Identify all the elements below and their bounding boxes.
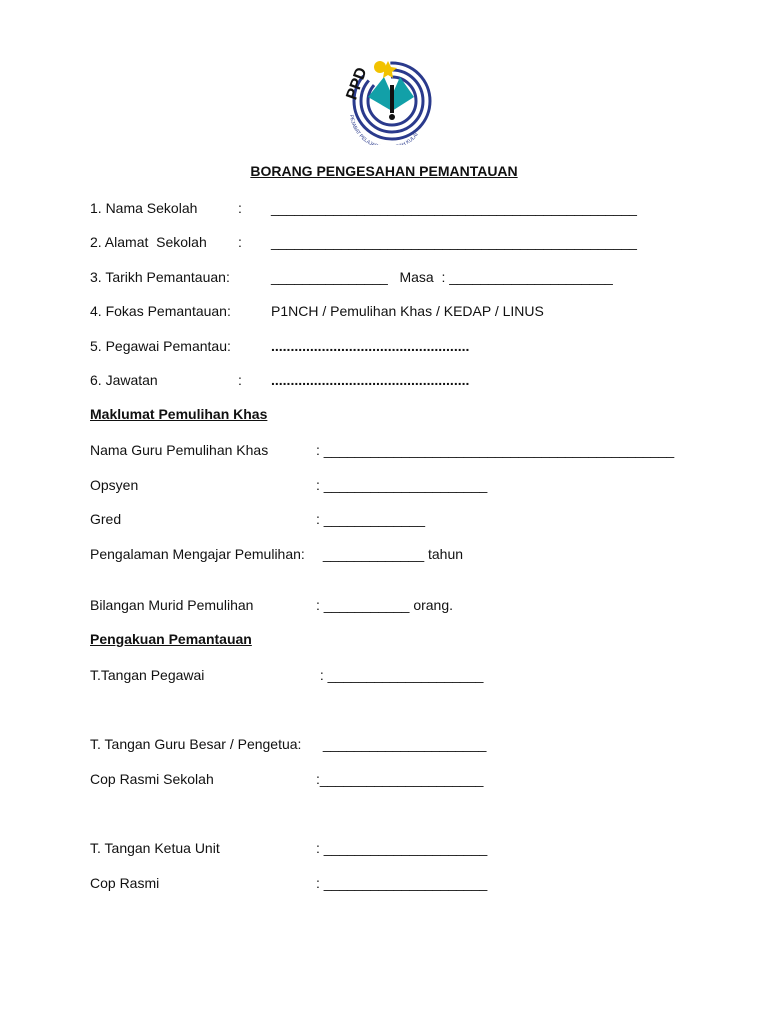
cop-rasmi-sekolah-row bbox=[90, 770, 484, 788]
gred-label: Gred bbox=[90, 511, 122, 527]
nama-sekolah-label: 1. Nama Sekolah bbox=[90, 200, 198, 216]
pegawai-pemantau-field[interactable]: ................................................... bbox=[271, 338, 470, 354]
cop-rasmi-field[interactable]: : _____________________ bbox=[316, 875, 488, 891]
pengalaman-label: Pengalaman Mengajar Pemulihan: bbox=[90, 546, 305, 562]
tangan-ketua-unit-label: T. Tangan Ketua Unit bbox=[90, 840, 220, 856]
svg-text:PEJABAT PELAJARAN DAERAH KULAI: PEJABAT PELAJ H KULAI bbox=[347, 114, 420, 145]
cop-rasmi-sekolah-field[interactable]: :_____________________ bbox=[316, 771, 484, 787]
fokas-pemantauan-row bbox=[90, 302, 544, 320]
bilangan-murid-field[interactable]: : ___________ orang. bbox=[316, 597, 454, 613]
tangan-guru-besar-row bbox=[90, 735, 487, 753]
bilangan-murid-label: Bilangan Murid Pemulihan bbox=[90, 597, 254, 613]
tarikh-masa-field[interactable]: _______________ Masa : _____________________ bbox=[271, 269, 613, 285]
section-maklumat-heading: Maklumat Pemulihan Khas bbox=[90, 406, 268, 422]
tangan-pegawai-row bbox=[90, 666, 484, 684]
pengalaman-field[interactable]: _____________ tahun bbox=[319, 546, 464, 562]
tarikh-pemantauan-row bbox=[90, 268, 613, 286]
jawatan-field[interactable]: ................................................... bbox=[271, 372, 470, 388]
tangan-guru-besar-label: T. Tangan Guru Besar / Pengetua: bbox=[90, 736, 302, 752]
tangan-ketua-unit-row bbox=[90, 839, 488, 857]
nama-guru-field[interactable]: : _____________________________________________ bbox=[316, 442, 675, 458]
colon: : bbox=[238, 234, 242, 250]
tangan-guru-besar-field[interactable]: _____________________ bbox=[319, 736, 487, 752]
alamat-sekolah-label: 2. Alamat Sekolah bbox=[90, 234, 207, 250]
ppd-logo bbox=[330, 55, 438, 145]
jawatan-label: 6. Jawatan bbox=[90, 372, 158, 388]
tangan-pegawai-label: T.Tangan Pegawai bbox=[90, 667, 205, 683]
gred-field[interactable]: : _____________ bbox=[316, 511, 425, 527]
tangan-pegawai-field[interactable]: : ____________________ bbox=[316, 667, 484, 683]
form-title: BORANG PENGESAHAN PEMANTAUAN bbox=[250, 163, 518, 179]
opsyen-field[interactable]: : _____________________ bbox=[316, 477, 488, 493]
nama-sekolah-field[interactable]: _______________________________________________ bbox=[271, 200, 637, 216]
svg-text:PPD: PPD bbox=[343, 65, 371, 103]
cop-rasmi-row bbox=[90, 874, 488, 892]
section-pengakuan-heading: Pengakuan Pemantauan bbox=[90, 631, 252, 647]
fokas-options[interactable]: P1NCH / Pemulihan Khas / KEDAP / LINUS bbox=[271, 303, 544, 319]
colon: : bbox=[238, 372, 242, 388]
tangan-ketua-unit-field[interactable]: : _____________________ bbox=[316, 840, 488, 856]
jawatan-row bbox=[90, 371, 470, 389]
cop-rasmi-sekolah-label: Cop Rasmi Sekolah bbox=[90, 771, 214, 787]
cop-rasmi-label: Cop Rasmi bbox=[90, 875, 160, 891]
nama-guru-label: Nama Guru Pemulihan Khas bbox=[90, 442, 269, 458]
pegawai-pemantau-row bbox=[90, 337, 470, 355]
nama-guru-row bbox=[90, 441, 675, 459]
fokas-pemantauan-label: 4. Fokas Pemantauan: bbox=[90, 303, 231, 319]
pengalaman-row bbox=[90, 545, 464, 563]
gred-row bbox=[90, 510, 425, 528]
alamat-sekolah-field[interactable]: _______________________________________________ bbox=[271, 234, 637, 250]
colon: : bbox=[238, 200, 242, 216]
tarikh-pemantauan-label: 3. Tarikh Pemantauan: bbox=[90, 269, 230, 285]
bilangan-murid-row bbox=[90, 596, 454, 614]
pegawai-pemantau-label: 5. Pegawai Pemantau: bbox=[90, 338, 231, 354]
alamat-sekolah-row bbox=[90, 233, 637, 251]
opsyen-label: Opsyen bbox=[90, 477, 139, 493]
nama-sekolah-row bbox=[90, 199, 637, 217]
opsyen-row bbox=[90, 476, 488, 494]
